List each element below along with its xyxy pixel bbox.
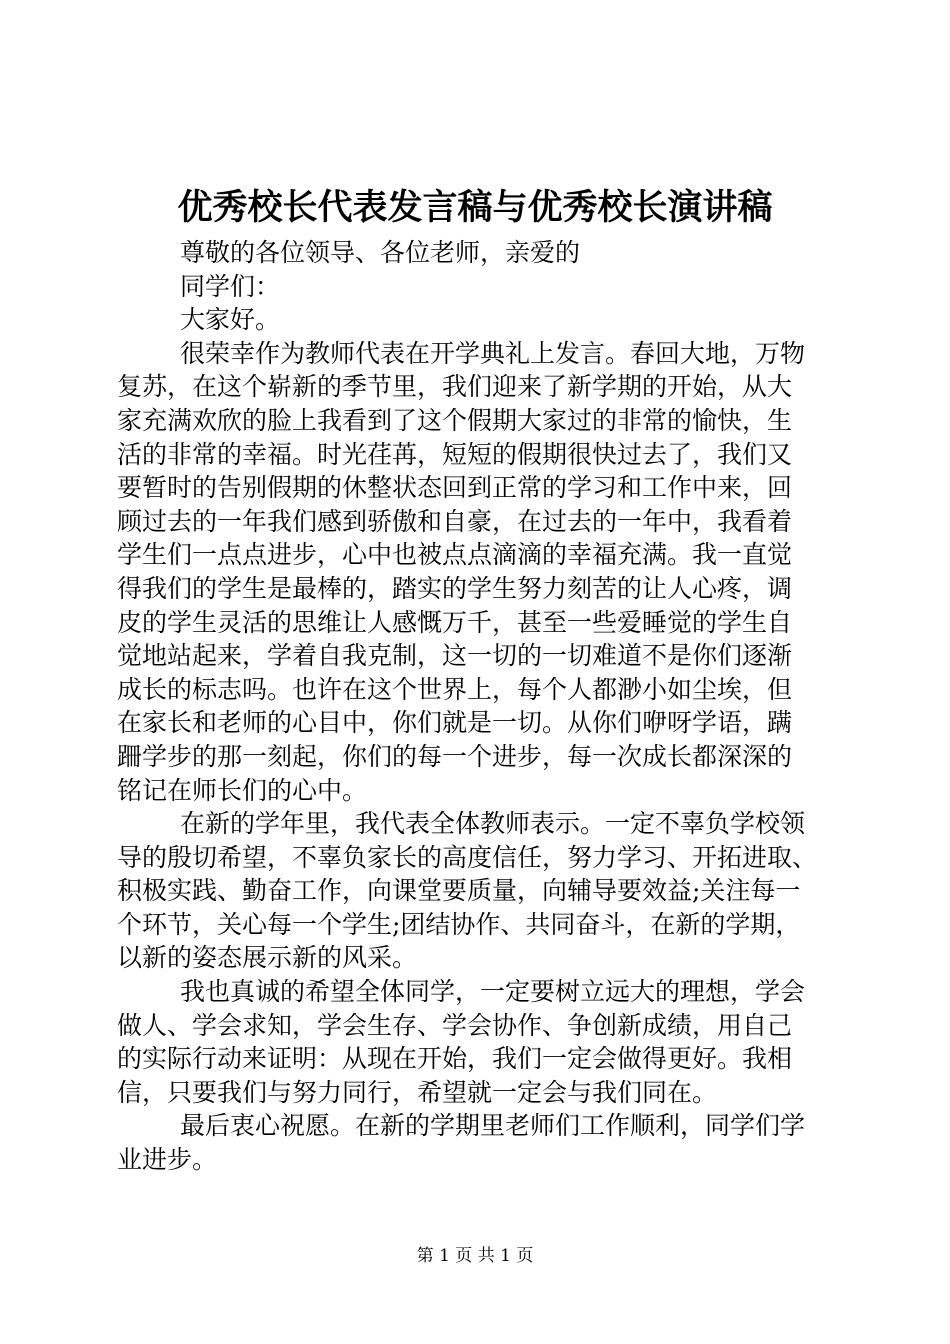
text-line: 跚学步的那一刻起，你们的每一个进步，每一次成长都深深的 — [117, 741, 793, 771]
text-line: 觉地站起来，学着自我克制，这一切的一切难道不是你们逐渐 — [117, 641, 793, 671]
text-line: 很荣幸作为教师代表在开学典礼上发言。春回大地，万物 — [180, 338, 806, 368]
text-line: 成长的标志吗。也许在这个世界上，每个人都渺小如尘埃，但 — [117, 674, 793, 704]
text-line: 做人、学会求知，学会生存、学会协作、争创新成绩，用自己 — [117, 1010, 793, 1040]
page-footer: 第 1 页 共 1 页 — [416, 1246, 534, 1266]
text-line: 家充满欢欣的脸上我看到了这个假期大家过的非常的愉快，生 — [117, 405, 793, 435]
text-line: 的实际行动来证明：从现在开始，我们一定会做得更好。我相 — [117, 1044, 793, 1074]
text-line: 以新的姿态展示新的风采。 — [117, 943, 418, 973]
text-line: 我也真诚的希望全体同学，一定要树立远大的理想，学会 — [180, 977, 806, 1007]
text-line: 在家长和老师的心目中，你们就是一切。从你们咿呀学语，蹒 — [117, 708, 793, 738]
text-line: 活的非常的幸福。时光荏苒，短短的假期很快过去了，我们又 — [117, 439, 793, 469]
text-line: 得我们的学生是最棒的，踏实的学生努力刻苦的让人心疼，调 — [117, 573, 793, 603]
text-line: 大家好。 — [180, 305, 281, 335]
text-line: 同学们： — [180, 271, 281, 301]
text-line: 在新的学年里，我代表全体教师表示。一定不辜负学校领 — [180, 809, 806, 839]
text-line: 信，只要我们与努力同行，希望就一定会与我们同在。 — [117, 1077, 718, 1107]
text-line: 要暂时的告别假期的休整状态回到正常的学习和工作中来，回 — [117, 473, 793, 503]
text-line: 积极实践、勤奋工作，向课堂要质量，向辅导要效益;关注每一 — [117, 876, 801, 906]
text-line: 学生们一点点进步，心中也被点点滴滴的幸福充满。我一直觉 — [117, 540, 793, 570]
text-line: 个环节，关心每一个学生;团结协作、共同奋斗，在新的学期， — [117, 909, 801, 939]
text-line: 铭记在师长们的心中。 — [117, 775, 368, 805]
text-line: 尊敬的各位领导、各位老师，亲爱的 — [180, 238, 581, 267]
text-line: 复苏，在这个崭新的季节里，我们迎来了新学期的开始，从大 — [117, 372, 793, 402]
document-title: 优秀校长代表发言稿与优秀校长演讲稿 — [177, 187, 773, 228]
text-line: 最后衷心祝愿。在新的学期里老师们工作顺利，同学们学 — [180, 1111, 806, 1141]
text-line: 顾过去的一年我们感到骄傲和自豪，在过去的一年中，我看着 — [117, 506, 793, 536]
text-line: 导的殷切希望，不辜负家长的高度信任，努力学习、开拓进取、 — [117, 842, 818, 872]
text-line: 业进步。 — [117, 1145, 218, 1175]
document-body — [117, 236, 833, 1177]
text-line: 皮的学生灵活的思维让人感慨万千，甚至一些爱睡觉的学生自 — [117, 607, 793, 637]
